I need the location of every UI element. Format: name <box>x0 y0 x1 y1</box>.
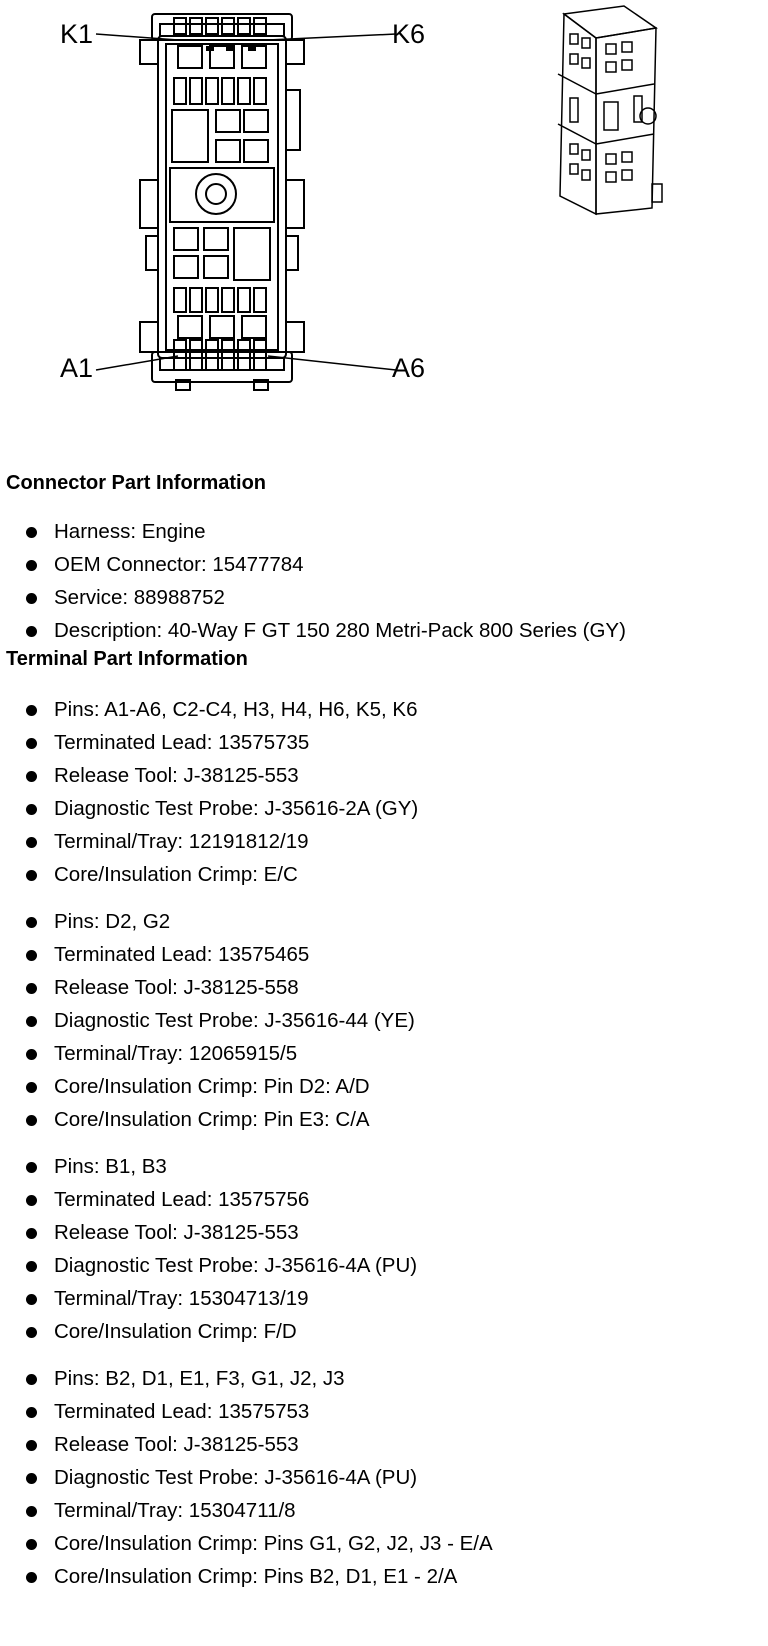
terminal-group-2 <box>0 910 768 1141</box>
a6-leader <box>268 356 396 370</box>
pin-label-k6: K6 <box>392 19 426 49</box>
pin-label-a1: A1 <box>60 353 94 383</box>
list-item: Core/Insulation Crimp: Pins G1, G2, J2, J3 - E/A <box>0 1532 768 1565</box>
list-item: Release Tool: J-38125-553 <box>0 1433 768 1466</box>
list-item: Description: 40-Way F GT 150 280 Metri-Pack 800 Series (GY) <box>0 619 768 646</box>
list-item: Core/Insulation Crimp: F/D <box>0 1320 768 1353</box>
list-item: Diagnostic Test Probe: J-35616-4A (PU) <box>0 1254 768 1287</box>
terminal-section-title: Terminal Part Information <box>6 648 248 670</box>
connector-iso-view <box>548 4 668 218</box>
list-item: Release Tool: J-38125-553 <box>0 764 768 797</box>
list-item: Pins: B2, D1, E1, F3, G1, J2, J3 <box>0 1367 768 1400</box>
list-item: Core/Insulation Crimp: Pin E3: C/A <box>0 1108 768 1141</box>
list-item: Release Tool: J-38125-553 <box>0 1221 768 1254</box>
connector-info-list <box>0 520 768 646</box>
connector-section-title: Connector Part Information <box>6 472 267 494</box>
list-item: Terminal/Tray: 15304713/19 <box>0 1287 768 1320</box>
list-item: Core/Insulation Crimp: Pins B2, D1, E1 - 2/A <box>0 1565 768 1598</box>
terminal-group-3 <box>0 1155 768 1353</box>
list-item: Terminal/Tray: 12191812/19 <box>0 830 768 863</box>
pin-label-a6: A6 <box>392 353 426 383</box>
terminal-group-4 <box>0 1367 768 1598</box>
list-item: Diagnostic Test Probe: J-35616-4A (PU) <box>0 1466 768 1499</box>
pin-label-k1: K1 <box>60 19 94 49</box>
connector-figure <box>0 0 768 430</box>
list-item: Terminated Lead: 13575753 <box>0 1400 768 1433</box>
list-item: Core/Insulation Crimp: Pin D2: A/D <box>0 1075 768 1108</box>
list-item: Terminated Lead: 13575735 <box>0 731 768 764</box>
list-item: Terminal/Tray: 15304711/8 <box>0 1499 768 1532</box>
list-item: Diagnostic Test Probe: J-35616-44 (YE) <box>0 1009 768 1042</box>
list-item: Core/Insulation Crimp: E/C <box>0 863 768 896</box>
list-item: Terminated Lead: 13575756 <box>0 1188 768 1221</box>
list-item: Release Tool: J-38125-558 <box>0 976 768 1009</box>
list-item: Pins: B1, B3 <box>0 1155 768 1188</box>
terminal-group-1 <box>0 698 768 896</box>
list-item: Harness: Engine <box>0 520 768 553</box>
list-item: Terminal/Tray: 12065915/5 <box>0 1042 768 1075</box>
list-item: Service: 88988752 <box>0 586 768 619</box>
part-information <box>0 470 768 1598</box>
list-item: Terminated Lead: 13575465 <box>0 943 768 976</box>
list-item: Pins: D2, G2 <box>0 910 768 943</box>
list-item: OEM Connector: 15477784 <box>0 553 768 586</box>
list-item: Pins: A1-A6, C2-C4, H3, H4, H6, K5, K6 <box>0 698 768 731</box>
list-item: Diagnostic Test Probe: J-35616-2A (GY) <box>0 797 768 830</box>
